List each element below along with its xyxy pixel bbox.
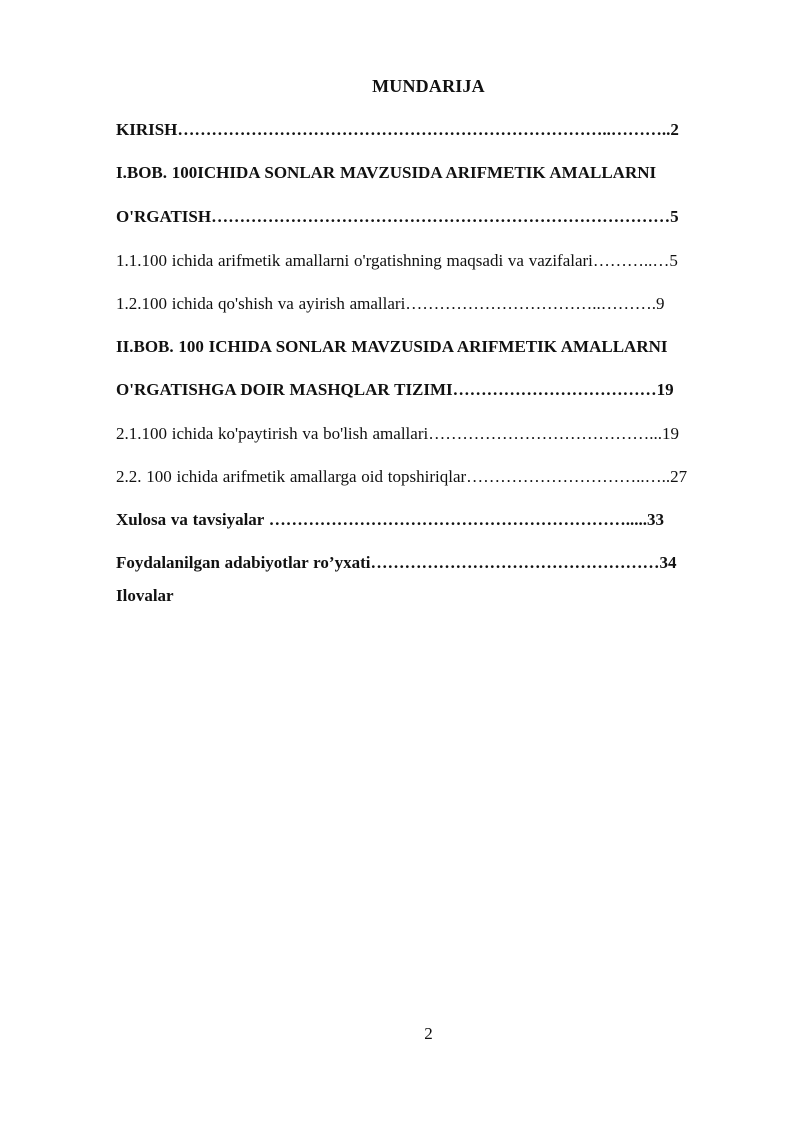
toc-entry-kirish: KIRISH…………………………………………………………………..………..2 [116, 120, 679, 139]
toc-entry-section-2-2: 2.2. 100 ichida arifmetik amallarga oid topshiriqlar…………………………..…..27 [116, 467, 688, 486]
toc-entry-chapter-2-line-1: II.BOB. 100 ICHIDA SONLAR MAVZUSIDA ARIFMETIK AMALLARNI [116, 337, 668, 356]
toc-entry-appendices: Ilovalar [116, 586, 174, 605]
page-title: MUNDARIJA [372, 76, 485, 96]
toc-entry-section-2-1: 2.1.100 ichida ko'paytirish va bo'lish amallari…………………………………...19 [116, 424, 679, 443]
toc-entry-chapter-1-line-2: O'RGATISH………………………………………………………………………5 [116, 207, 679, 226]
toc-entry-section-1-1: 1.1.100 ichida arifmetik amallarni o'rgatishning maqsadi va vazifalari………..…5 [116, 251, 678, 270]
toc-entry-chapter-2-line-2: O'RGATISHGA DOIR MASHQLAR TIZIMI………………………………19 [116, 380, 674, 399]
toc-entry-chapter-1-line-1: I.BOB. 100ICHIDA SONLAR MAVZUSIDA ARIFMETIK AMALLARNI [116, 163, 657, 182]
toc-entry-section-1-2: 1.2.100 ichida qo'shish va ayirish amallari……………………………..……….9 [116, 294, 665, 313]
toc-entry-conclusion: Xulosa va tavsiyalar ……………………………………………………….....33 [116, 510, 665, 529]
toc-entry-bibliography: Foydalanilgan adabiyotlar ro’yxati……………………………………………34 [116, 553, 677, 572]
page-number: 2 [424, 1024, 433, 1043]
